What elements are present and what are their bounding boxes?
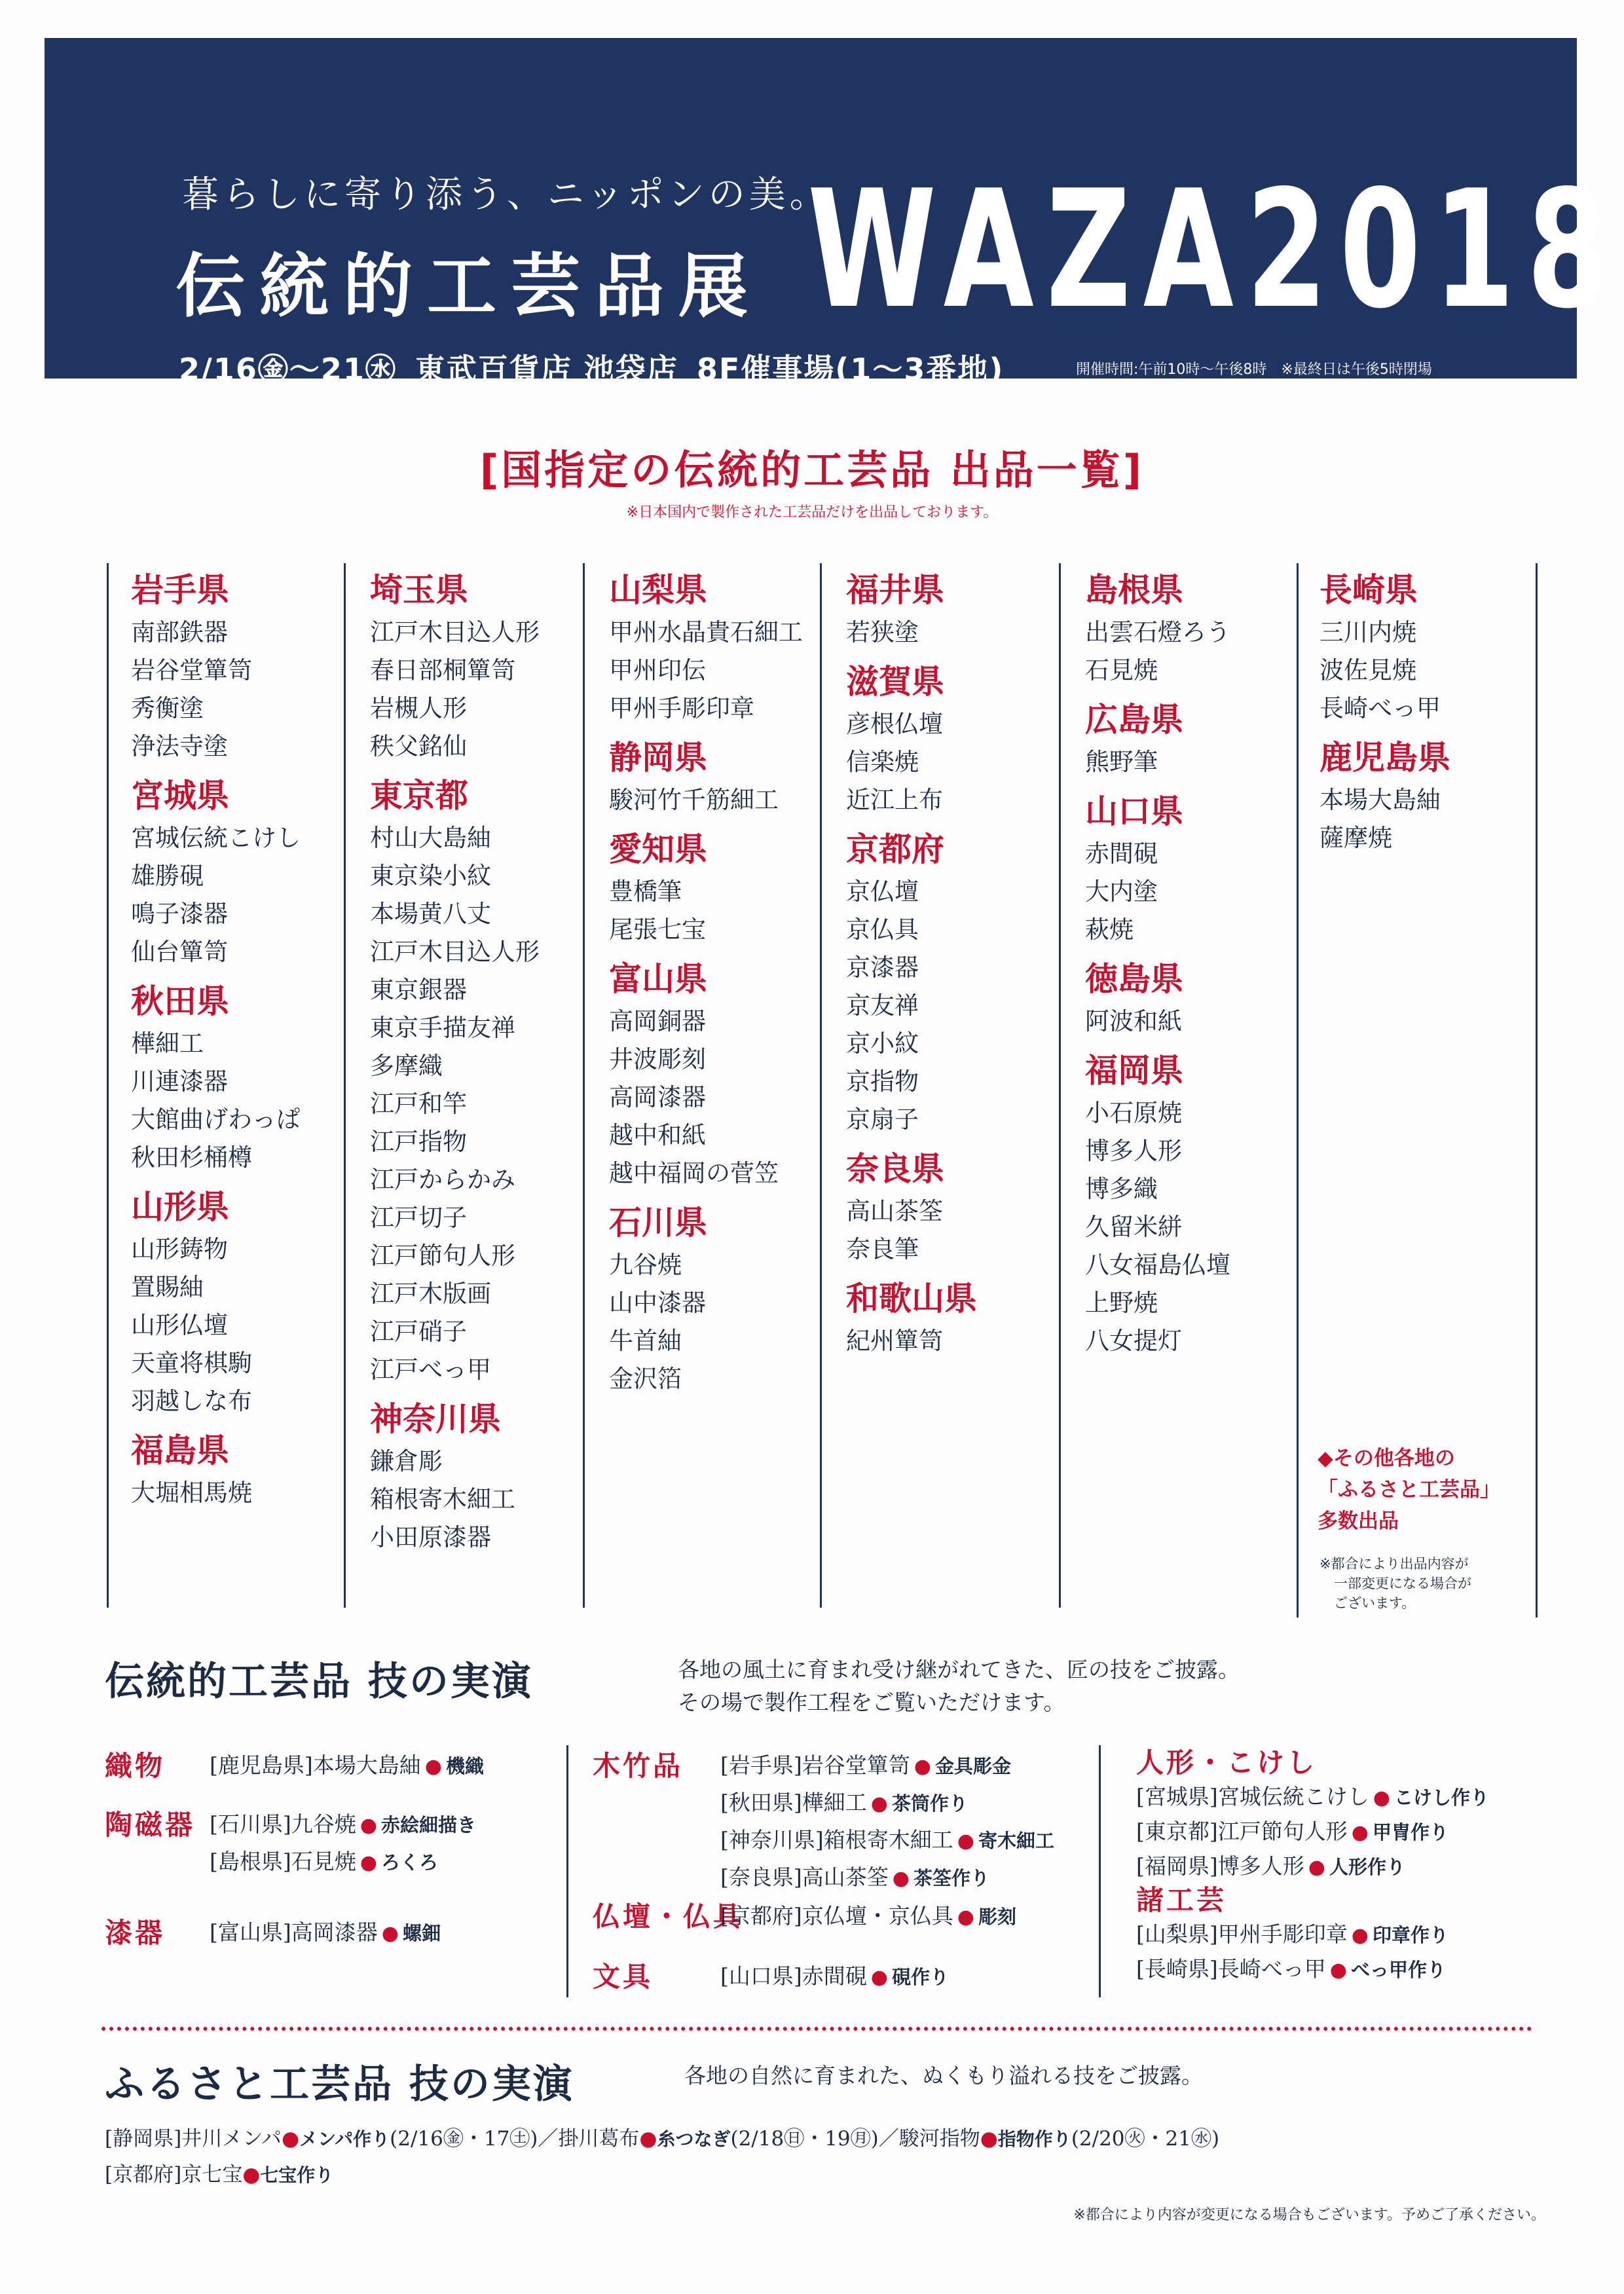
demo-prefecture: [岩手県] bbox=[720, 1752, 802, 1778]
prefecture-column bbox=[131, 566, 327, 1512]
craft-item: 京仏壇 bbox=[846, 878, 919, 906]
prefecture-heading: 岩手県 bbox=[131, 570, 229, 609]
furusato-line bbox=[105, 2158, 333, 2187]
craft-item: 八女提灯 bbox=[1085, 1327, 1182, 1355]
event-dates: 2/16㊎〜21㊌ bbox=[179, 352, 397, 387]
prefecture-heading: 山梨県 bbox=[609, 570, 707, 609]
demo-technique: 螺鈿 bbox=[402, 1922, 441, 1944]
prefecture-column bbox=[370, 566, 566, 1557]
prefecture-column bbox=[846, 566, 1043, 1360]
prefecture-heading: 奈良県 bbox=[846, 1149, 944, 1188]
column-divider bbox=[1536, 563, 1538, 1618]
dotted-divider bbox=[101, 2027, 1532, 2031]
craft-item: 越中福岡の菅笠 bbox=[609, 1159, 779, 1187]
craft-item: 江戸節句人形 bbox=[370, 1242, 515, 1270]
other-line: ◆その他各地の bbox=[1318, 1447, 1455, 1470]
demo-row bbox=[1136, 1849, 1405, 1880]
demo-row bbox=[210, 1748, 484, 1779]
demo-row bbox=[210, 1915, 441, 1946]
prefecture-heading: 福井県 bbox=[846, 570, 944, 609]
demo-category: 人形・こけし bbox=[1136, 1747, 1318, 1779]
demo-prefecture: [福岡県] bbox=[1136, 1853, 1218, 1879]
demo-category: 文具 bbox=[593, 1961, 654, 1993]
exhibition-title: 伝統的工芸品展 bbox=[175, 245, 762, 327]
demo-technique: 人形作り bbox=[1329, 1856, 1405, 1878]
event-venue: 東武百貨店 池袋店 bbox=[415, 352, 678, 387]
demo-row bbox=[720, 1748, 1011, 1779]
prefecture-heading: 福島県 bbox=[131, 1431, 229, 1470]
demo-technique: 彫刻 bbox=[978, 1906, 1016, 1928]
craft-item: 村山大島紬 bbox=[370, 824, 491, 852]
demo-row bbox=[720, 1786, 968, 1817]
demo-category: 織物 bbox=[105, 1750, 166, 1782]
demo-craft: 箱根寄木細工 bbox=[823, 1827, 953, 1853]
furusato-prefecture: [京都府] bbox=[105, 2163, 182, 2187]
craft-item: 奈良筆 bbox=[846, 1235, 919, 1263]
demo-technique: 機織 bbox=[445, 1755, 484, 1777]
prefecture-heading: 石川県 bbox=[609, 1203, 707, 1242]
demo-divider bbox=[566, 1745, 568, 1997]
craft-item: 東京銀器 bbox=[370, 976, 467, 1004]
demo-description bbox=[678, 1654, 1240, 1719]
craft-item: 川連漆器 bbox=[131, 1067, 228, 1096]
bullet-icon: ● bbox=[1329, 1959, 1347, 1982]
demo-craft: 博多人形 bbox=[1217, 1853, 1304, 1879]
event-info bbox=[179, 346, 1004, 389]
list-title: [国指定の伝統的工芸品 出品一覧] bbox=[479, 446, 1145, 494]
tagline: 暮らしに寄り添う、ニッポンの美。 bbox=[182, 174, 830, 216]
craft-item: 秋田杉桶樽 bbox=[131, 1143, 252, 1172]
demo-craft: 本場大島紬 bbox=[312, 1752, 421, 1778]
demo-technique: べっ甲作り bbox=[1350, 1959, 1446, 1981]
craft-item: 江戸硝子 bbox=[370, 1318, 467, 1346]
craft-item: 小田原漆器 bbox=[370, 1523, 491, 1551]
craft-item: 箱根寄木細工 bbox=[370, 1485, 515, 1513]
demo-craft: 高山茶筌 bbox=[802, 1864, 889, 1890]
craft-item: 博多人形 bbox=[1085, 1137, 1182, 1165]
demo-category: 木竹品 bbox=[593, 1750, 684, 1782]
craft-item: 三川内焼 bbox=[1320, 618, 1416, 646]
craft-item: 秀衡塗 bbox=[131, 694, 204, 722]
demo-craft: 宮城伝統こけし bbox=[1217, 1784, 1369, 1809]
furusato-date: (2/18㊐・19㊊) bbox=[730, 2127, 879, 2151]
craft-item: 仙台簞笥 bbox=[131, 938, 228, 966]
prefecture-column bbox=[1320, 566, 1516, 857]
craft-item: 石見焼 bbox=[1085, 656, 1158, 684]
craft-item: 山中漆器 bbox=[609, 1289, 706, 1317]
craft-item: 京友禅 bbox=[846, 991, 919, 1020]
furusato-technique: 七宝作り bbox=[260, 2164, 334, 2186]
craft-item: 赤間硯 bbox=[1085, 840, 1158, 868]
demo-craft: 九谷焼 bbox=[291, 1811, 356, 1837]
craft-item: 牛首紬 bbox=[609, 1327, 682, 1355]
craft-item: 春日部桐簞笥 bbox=[370, 656, 515, 684]
prefecture-column bbox=[1085, 566, 1282, 1360]
bullet-icon: ● bbox=[892, 1867, 910, 1890]
craft-item: 多摩織 bbox=[370, 1052, 443, 1080]
craft-item: 甲州印伝 bbox=[609, 656, 706, 684]
column-divider bbox=[344, 563, 346, 1608]
demo-prefecture: [富山県] bbox=[210, 1919, 291, 1945]
prefecture-heading: 長崎県 bbox=[1320, 570, 1418, 609]
craft-item: 山形仏壇 bbox=[131, 1311, 228, 1339]
craft-item: 本場大島紬 bbox=[1320, 786, 1441, 814]
demo-craft: 樺細工 bbox=[802, 1790, 867, 1815]
prefecture-heading: 宮城県 bbox=[131, 776, 229, 815]
logo-text: WAZA2018 bbox=[807, 156, 1621, 344]
furusato-date: (2/16㊎・17㊏) bbox=[390, 2127, 538, 2151]
craft-item: 雄勝硯 bbox=[131, 862, 204, 890]
change-note-line: ございます。 bbox=[1334, 1595, 1416, 1611]
demo-technique: 赤絵細描き bbox=[380, 1814, 476, 1836]
demo-technique: ろくろ bbox=[380, 1851, 438, 1874]
column-divider bbox=[107, 563, 109, 1608]
bullet-icon: ● bbox=[360, 1851, 377, 1874]
demo-technique: 茶筌作り bbox=[913, 1867, 989, 1889]
other-line: 多数出品 bbox=[1318, 1509, 1399, 1533]
craft-item: 近江上布 bbox=[846, 786, 943, 814]
demo-technique: 金具彫金 bbox=[934, 1755, 1011, 1777]
craft-item: 九谷焼 bbox=[609, 1251, 682, 1279]
bullet-icon: ● bbox=[870, 1966, 888, 1989]
bullet-icon: ● bbox=[957, 1830, 974, 1853]
list-note: ※日本国内で製作された工芸品だけを出品しております。 bbox=[626, 504, 998, 521]
craft-item: 上野焼 bbox=[1085, 1289, 1158, 1317]
header-banner bbox=[45, 38, 1621, 387]
craft-item: 京指物 bbox=[846, 1067, 919, 1096]
change-note bbox=[1320, 1554, 1471, 1613]
craft-item: 若狭塗 bbox=[846, 618, 919, 646]
demo-row bbox=[1136, 1780, 1489, 1811]
demo-row bbox=[210, 1845, 438, 1876]
prefecture-heading: 福岡県 bbox=[1085, 1051, 1183, 1090]
craft-item: 井波彫刻 bbox=[609, 1045, 706, 1073]
other-crafts-note bbox=[1318, 1443, 1500, 1537]
craft-item: 信楽焼 bbox=[846, 748, 919, 776]
prefecture-heading: 東京都 bbox=[370, 776, 468, 815]
separator-slash: ／ bbox=[538, 2127, 559, 2151]
demo-craft: 江戸節句人形 bbox=[1217, 1819, 1348, 1844]
demo-technique: こけし作り bbox=[1393, 1786, 1489, 1809]
demo-prefecture: [石川県] bbox=[210, 1811, 291, 1837]
craft-item: 駿河竹千筋細工 bbox=[609, 786, 779, 814]
bullet-icon: ● bbox=[1308, 1856, 1325, 1879]
demo-craft: 高岡漆器 bbox=[291, 1919, 378, 1945]
furusato-date: (2/20㊋・21㊌) bbox=[1071, 2127, 1220, 2151]
prefecture-heading: 広島県 bbox=[1085, 700, 1183, 739]
footer-note: ※都合により内容が変更になる場合もございます。予めご了承ください。 bbox=[1073, 2207, 1545, 2223]
prefecture-heading: 和歌山県 bbox=[846, 1279, 977, 1318]
craft-item: 岩谷堂簞笥 bbox=[131, 656, 252, 684]
craft-item: 鳴子漆器 bbox=[131, 900, 228, 928]
prefecture-heading: 徳島県 bbox=[1085, 959, 1183, 998]
demo-craft: 長崎べっ甲 bbox=[1217, 1956, 1326, 1982]
craft-item: 彦根仏壇 bbox=[846, 710, 943, 738]
bullet-icon: ● bbox=[1351, 1821, 1369, 1844]
furusato-title: ふるさと工芸品 技の実演 bbox=[105, 2062, 574, 2107]
demo-prefecture: [秋田県] bbox=[720, 1790, 802, 1815]
demo-desc-line: その場で製作工程をご覧いただけます。 bbox=[678, 1690, 1065, 1715]
demo-craft: 赤間硯 bbox=[802, 1963, 867, 1989]
demo-category: 漆器 bbox=[105, 1917, 166, 1949]
prefecture-heading: 京都府 bbox=[846, 830, 944, 868]
craft-item: 京小紋 bbox=[846, 1029, 919, 1058]
bullet-icon: ● bbox=[957, 1906, 974, 1929]
demo-row bbox=[1136, 1815, 1449, 1845]
craft-item: 波佐見焼 bbox=[1320, 656, 1416, 684]
bullet-icon: ● bbox=[381, 1922, 399, 1945]
furusato-line bbox=[105, 2122, 1219, 2151]
prefecture-heading: 富山県 bbox=[609, 959, 707, 998]
craft-item: 羽越しな布 bbox=[131, 1387, 252, 1415]
craft-item: 宮城伝統こけし bbox=[131, 824, 301, 852]
craft-item: 南部鉄器 bbox=[131, 618, 228, 646]
prefecture-heading: 神奈川県 bbox=[370, 1399, 501, 1438]
event-floor: 8F催事場(1〜3番地) bbox=[696, 352, 1005, 387]
separator-slash: ／ bbox=[878, 2127, 899, 2151]
craft-item: 江戸指物 bbox=[370, 1128, 467, 1156]
furusato-technique: 糸つなぎ bbox=[657, 2128, 731, 2150]
craft-item: 長崎べっ甲 bbox=[1320, 694, 1441, 722]
demo-prefecture: [山口県] bbox=[720, 1963, 802, 1989]
bullet-icon: ● bbox=[360, 1814, 377, 1837]
demo-prefecture: [奈良県] bbox=[720, 1864, 802, 1890]
demo-row bbox=[1136, 1917, 1449, 1948]
craft-item: 熊野筆 bbox=[1085, 748, 1158, 776]
bullet-icon: ● bbox=[913, 1755, 931, 1778]
column-divider bbox=[1059, 563, 1061, 1608]
craft-item: 博多織 bbox=[1085, 1175, 1158, 1203]
other-line: 「ふるさと工芸品」 bbox=[1318, 1478, 1500, 1502]
prefecture-heading: 静岡県 bbox=[609, 738, 707, 777]
craft-item: 本場黄八丈 bbox=[370, 900, 491, 928]
craft-item: 出雲石燈ろう bbox=[1085, 618, 1230, 646]
change-note-line: 一部変更になる場合が bbox=[1334, 1576, 1471, 1591]
craft-item: 豊橋筆 bbox=[609, 878, 682, 906]
bullet-icon: ● bbox=[639, 2127, 657, 2151]
demo-technique: 甲冑作り bbox=[1372, 1821, 1449, 1843]
craft-item: 越中和紙 bbox=[609, 1121, 706, 1149]
craft-item: 江戸木版画 bbox=[370, 1280, 491, 1308]
craft-item: 東京手描友禅 bbox=[370, 1014, 515, 1042]
demo-category: 陶磁器 bbox=[105, 1809, 196, 1841]
craft-item: 秩父銘仙 bbox=[370, 732, 467, 760]
prefecture-heading: 愛知県 bbox=[609, 830, 707, 868]
demo-title: 伝統的工芸品 技の実演 bbox=[105, 1659, 533, 1705]
bullet-icon: ● bbox=[870, 1792, 888, 1815]
craft-item: 岩槻人形 bbox=[370, 694, 467, 722]
demo-row bbox=[210, 1807, 476, 1838]
column-divider bbox=[583, 563, 585, 1608]
demo-prefecture: [神奈川県] bbox=[720, 1827, 824, 1853]
demo-prefecture: [島根県] bbox=[210, 1849, 291, 1874]
craft-item: 甲州水晶貴石細工 bbox=[609, 618, 803, 646]
furusato-craft: 京七宝 bbox=[181, 2163, 243, 2187]
furusato-craft: 駿河指物 bbox=[898, 2127, 980, 2151]
change-note-line: ※都合により出品内容が bbox=[1320, 1556, 1469, 1572]
craft-item: 薩摩焼 bbox=[1320, 824, 1392, 852]
bullet-icon: ● bbox=[1373, 1786, 1390, 1809]
craft-item: 高山茶筌 bbox=[846, 1197, 943, 1225]
craft-item: 天童将棋駒 bbox=[131, 1349, 252, 1377]
craft-item: 高岡銅器 bbox=[609, 1007, 706, 1035]
craft-item: 高岡漆器 bbox=[609, 1083, 706, 1111]
craft-item: 萩焼 bbox=[1085, 916, 1134, 944]
demo-technique: 硯作り bbox=[891, 1966, 949, 1988]
furusato-craft: 掛川葛布 bbox=[558, 2127, 640, 2151]
craft-item: 樺細工 bbox=[131, 1029, 204, 1058]
furusato-prefecture: [静岡県] bbox=[105, 2127, 182, 2151]
craft-item: 江戸切子 bbox=[370, 1204, 467, 1232]
craft-item: 紀州簞笥 bbox=[846, 1327, 943, 1355]
craft-item: 八女福島仏壇 bbox=[1085, 1251, 1230, 1279]
demo-prefecture: [鹿児島県] bbox=[210, 1752, 313, 1778]
column-divider bbox=[820, 563, 822, 1608]
demo-craft: 石見焼 bbox=[291, 1849, 356, 1874]
craft-item: 大館曲げわっぱ bbox=[131, 1105, 301, 1134]
craft-item: 江戸べっ甲 bbox=[370, 1356, 491, 1384]
furusato-technique: 指物作り bbox=[997, 2128, 1071, 2150]
furusato-technique: メンパ作り bbox=[299, 2128, 390, 2150]
demo-craft: 岩谷堂簞笥 bbox=[802, 1752, 910, 1778]
prefecture-heading: 島根県 bbox=[1085, 570, 1183, 609]
demo-technique: 茶筒作り bbox=[891, 1792, 968, 1815]
demo-craft: 甲州手彫印章 bbox=[1217, 1921, 1348, 1947]
prefecture-heading: 滋賀県 bbox=[846, 662, 944, 701]
craft-item: 尾張七宝 bbox=[609, 916, 706, 944]
furusato-craft: 井川メンパ bbox=[181, 2127, 282, 2151]
prefecture-heading: 山形県 bbox=[131, 1187, 229, 1226]
craft-item: 甲州手彫印章 bbox=[609, 694, 754, 722]
bullet-icon: ● bbox=[980, 2127, 998, 2151]
prefecture-heading: 秋田県 bbox=[131, 982, 229, 1020]
bullet-icon: ● bbox=[242, 2163, 261, 2187]
demo-craft: 京仏壇・京仏具 bbox=[802, 1903, 953, 1929]
demo-category: 仏壇・仏具 bbox=[593, 1900, 744, 1933]
craft-item: 江戸木目込人形 bbox=[370, 618, 540, 646]
demo-prefecture: [東京都] bbox=[1136, 1819, 1218, 1844]
craft-item: 鎌倉彫 bbox=[370, 1447, 443, 1475]
craft-item: 京仏具 bbox=[846, 916, 919, 944]
bullet-icon: ● bbox=[282, 2127, 300, 2151]
craft-item: 小石原焼 bbox=[1085, 1099, 1182, 1127]
demo-technique: 印章作り bbox=[1372, 1924, 1449, 1946]
opening-hours: 開催時間:午前10時〜午後8時 ※最終日は午後5時閉場 bbox=[1076, 361, 1432, 378]
demo-row bbox=[720, 1823, 1054, 1854]
prefecture-heading: 埼玉県 bbox=[370, 570, 468, 609]
craft-item: 江戸からかみ bbox=[370, 1166, 515, 1194]
demo-row bbox=[720, 1860, 989, 1891]
craft-item: 阿波和紙 bbox=[1085, 1007, 1182, 1035]
prefecture-heading: 山口県 bbox=[1085, 792, 1183, 830]
craft-item: 江戸和竿 bbox=[370, 1090, 467, 1118]
craft-item: 久留米絣 bbox=[1085, 1213, 1182, 1241]
bullet-icon: ● bbox=[424, 1755, 442, 1778]
demo-desc-line: 各地の風土に育まれ受け継がれてきた、匠の技をご披露。 bbox=[678, 1657, 1240, 1682]
demo-row bbox=[1136, 1952, 1446, 1983]
demo-category: 諸工芸 bbox=[1136, 1884, 1227, 1916]
craft-item: 江戸木目込人形 bbox=[370, 938, 540, 966]
craft-item: 金沢箔 bbox=[609, 1365, 682, 1393]
furusato-description: 各地の自然に育まれた、ぬくもり溢れる技をご披露。 bbox=[684, 2063, 1203, 2088]
craft-item: 大堀相馬焼 bbox=[131, 1479, 252, 1507]
demo-divider bbox=[1099, 1745, 1101, 1997]
demo-row bbox=[720, 1899, 1016, 1930]
craft-item: 京漆器 bbox=[846, 953, 919, 982]
prefecture-heading: 鹿児島県 bbox=[1320, 738, 1450, 777]
demo-prefecture: [長崎県] bbox=[1136, 1956, 1218, 1982]
craft-item: 山形鋳物 bbox=[131, 1235, 228, 1263]
demo-prefecture: [京都府] bbox=[720, 1903, 802, 1929]
demo-prefecture: [宮城県] bbox=[1136, 1784, 1218, 1809]
craft-item: 大内塗 bbox=[1085, 878, 1158, 906]
column-divider bbox=[1297, 563, 1299, 1618]
craft-item: 東京染小紋 bbox=[370, 862, 491, 890]
craft-item: 置賜紬 bbox=[131, 1273, 204, 1301]
prefecture-column bbox=[609, 566, 805, 1398]
demo-prefecture: [山梨県] bbox=[1136, 1921, 1218, 1947]
demo-row bbox=[720, 1959, 949, 1990]
demo-technique: 寄木細工 bbox=[978, 1830, 1054, 1852]
craft-item: 京扇子 bbox=[846, 1105, 919, 1134]
craft-item: 浄法寺塗 bbox=[131, 732, 228, 760]
bullet-icon: ● bbox=[1351, 1924, 1369, 1947]
